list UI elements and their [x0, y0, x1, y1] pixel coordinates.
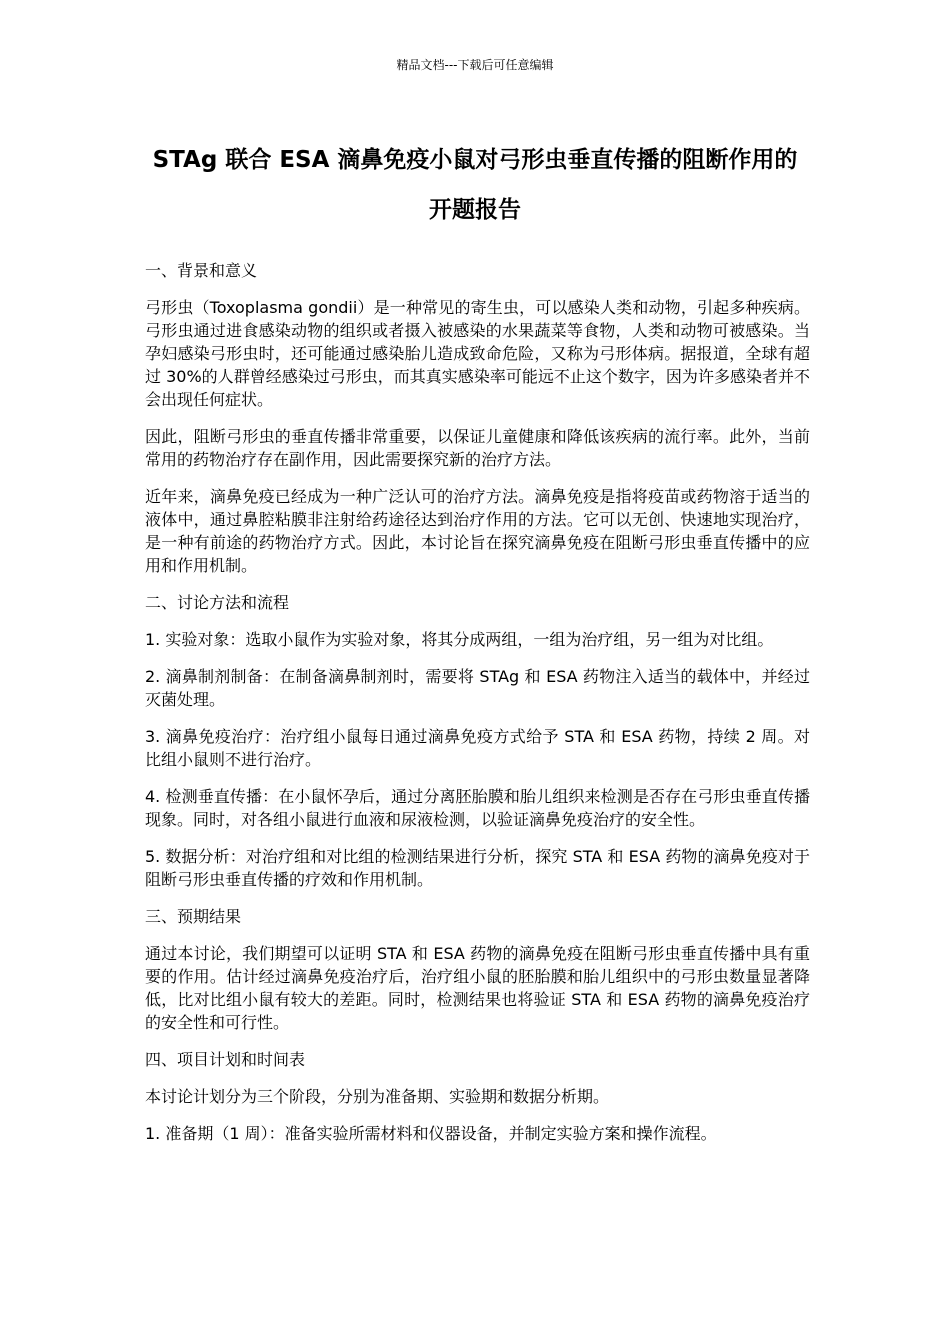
list-item: 2. 滴鼻制剂制备：在制备滴鼻制剂时，需要将 STAg 和 ESA 药物注入适当的载体中，并经过灭菌处理。: [145, 667, 810, 709]
section-heading-plan: 四、项目计划和时间表: [145, 1050, 306, 1069]
document-title: STAg 联合 ESA 滴鼻免疫小鼠对弓形虫垂直传播的阻断作用的开题报告: [152, 147, 798, 223]
section-heading-results: 三、预期结果: [145, 907, 242, 926]
paragraph: 本讨论计划分为三个阶段，分别为准备期、实验期和数据分析期。: [145, 1087, 610, 1106]
list-item: 5. 数据分析：对治疗组和对比组的检测结果进行分析，探究 STA 和 ESA 药物的滴鼻免疫对于阻断弓形虫垂直传播的疗效和作用机制。: [145, 847, 810, 889]
section-heading-methods: 二、讨论方法和流程: [145, 593, 290, 612]
list-item: 1. 实验对象：选取小鼠作为实验对象，将其分成两组，一组为治疗组，另一组为对比组。: [145, 630, 774, 649]
paragraph: 近年来，滴鼻免疫已经成为一种广泛认可的治疗方法。滴鼻免疫是指将疫苗或药物溶于适当的液体中，通过鼻腔粘膜非注射给药途径达到治疗作用的方法。它可以无创、快速地实现治疗，是一种有前途的药物治疗方式。因此，本讨论旨在探究滴鼻免疫在阻断弓形虫垂直传播中的应用和作用机制。: [145, 487, 810, 575]
paragraph: 弓形虫（Toxoplasma gondii）是一种常见的寄生虫，可以感染人类和动物，引起多种疾病。弓形虫通过进食感染动物的组织或者摄入被感染的水果蔬菜等食物，人类和动物可被感染。当孕妇感染弓形虫时，还可能通过感染胎儿造成致命危险，又称为弓形体病。据报道，全球有超过 30%的人群曾经感染过弓形虫，而其真实感染率可能远不止这个数字，因为许多感染者并不会出现任何症状。: [145, 298, 810, 409]
list-item: 4. 检测垂直传播：在小鼠怀孕后，通过分离胚胎膜和胎儿组织来检测是否存在弓形虫垂直传播现象。同时，对各组小鼠进行血液和尿液检测，以验证滴鼻免疫治疗的安全性。: [145, 787, 810, 829]
list-item: 1. 准备期（1 周）：准备实验所需材料和仪器设备，并制定实验方案和操作流程。: [145, 1124, 717, 1143]
paragraph: 通过本讨论，我们期望可以证明 STA 和 ESA 药物的滴鼻免疫在阻断弓形虫垂直传播中具有重要的作用。估计经过滴鼻免疫治疗后，治疗组小鼠的胚胎膜和胎儿组织中的弓形虫数量显著降低，比对比组小鼠有较大的差距。同时，检测结果也将验证 STA 和 ESA 药物的滴鼻免疫治疗的安全性和可行性。: [145, 944, 810, 1032]
document-body: [145, 259, 810, 1159]
header-note: 精品文档---下载后可任意编辑: [396, 58, 554, 72]
paragraph: 因此，阻断弓形虫的垂直传播非常重要，以保证儿童健康和降低该疾病的流行率。此外，当前常用的药物治疗存在副作用，因此需要探究新的治疗方法。: [145, 427, 810, 469]
list-item: 3. 滴鼻免疫治疗：治疗组小鼠每日通过滴鼻免疫方式给予 STA 和 ESA 药物，持续 2 周。对比组小鼠则不进行治疗。: [145, 727, 810, 769]
section-heading-background: 一、背景和意义: [145, 261, 258, 280]
